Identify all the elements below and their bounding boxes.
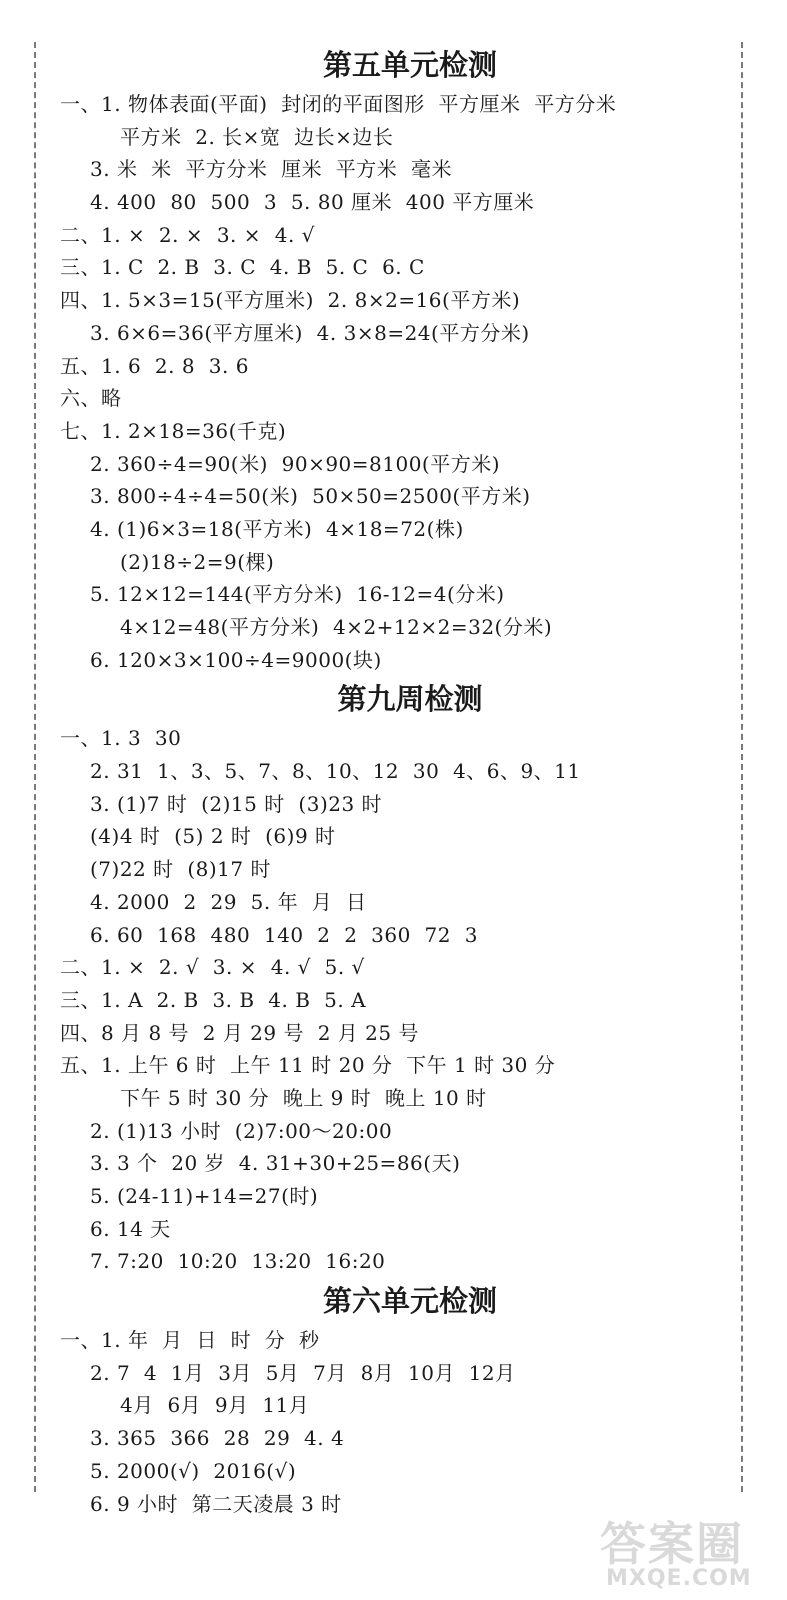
answer-line: 二、1. × 2. × 3. × 4. √	[60, 222, 315, 247]
section-title-unit6: 第六单元检测	[322, 1284, 497, 1319]
answer-line: 5. (24-11)+14=27(时)	[90, 1184, 319, 1208]
answer-line: 一、1. 3 30	[60, 726, 182, 751]
answer-line: 5. 2000(√) 2016(√)	[90, 1458, 297, 1483]
answer-line: (4)4 时 (5) 2 时 (6)9 时	[90, 824, 336, 849]
answer-line: 7. 7:20 10:20 13:20 16:20	[90, 1249, 386, 1274]
answer-line: 3. 米 米 平方分米 厘米 平方米 毫米	[90, 157, 453, 182]
answer-line: 3. (1)7 时 (2)15 时 (3)23 时	[90, 791, 383, 816]
answer-line: 3. 3 个 20 岁 4. 31+30+25=86(天)	[90, 1151, 461, 1176]
answer-line: 6. 14 天	[90, 1216, 171, 1241]
watermark-url: MXQE.COM	[606, 1566, 752, 1591]
answer-line: (7)22 时 (8)17 时	[90, 857, 271, 882]
answer-line: (2)18÷2=9(棵)	[120, 549, 275, 574]
answer-line: 4. 2000 2 29 5. 年 月 日	[90, 889, 367, 914]
answer-line: 2. 31 1、3、5、7、8、10、12 30 4、6、9、11	[90, 759, 581, 784]
answer-line: 四、1. 5×3=15(平方厘米) 2. 8×2=16(平方米)	[60, 288, 521, 313]
answer-line: 6. 60 168 480 140 2 2 360 72 3	[90, 922, 478, 947]
answer-line: 四、8 月 8 号 2 月 29 号 2 月 25 号	[60, 1020, 419, 1045]
answer-line: 下午 5 时 30 分 晚上 9 时 晚上 10 时	[120, 1085, 487, 1110]
answer-sheet	[60, 42, 740, 1520]
answer-line: 3. 800÷4÷4=50(米) 50×50=2500(平方米)	[90, 484, 531, 509]
answer-line: 二、1. × 2. √ 3. × 4. √ 5. √	[60, 955, 365, 980]
answer-line: 6. 120×3×100÷4=9000(块)	[90, 647, 382, 672]
answer-line: 3. 6×6=36(平方厘米) 4. 3×8=24(平方分米)	[90, 320, 530, 345]
section-title-week9: 第九周检测	[337, 682, 483, 717]
answer-line: 3. 365 366 28 29 4. 4	[90, 1426, 345, 1451]
answer-line: 4. (1)6×3=18(平方米) 4×18=72(株)	[90, 516, 464, 541]
answer-line: 六、略	[60, 386, 122, 411]
answer-line: 五、1. 上午 6 时 上午 11 时 20 分 下午 1 时 30 分	[60, 1053, 556, 1078]
answer-line: 三、1. A 2. B 3. B 4. B 5. A	[60, 987, 367, 1012]
answer-line: 6. 9 小时 第二天凌晨 3 时	[90, 1491, 342, 1516]
answer-line: 三、1. C 2. B 3. C 4. B 5. C 6. C	[60, 255, 425, 280]
answer-line: 五、1. 6 2. 8 3. 6	[60, 353, 249, 378]
answer-line: 4月 6月 9月 11月	[120, 1393, 310, 1418]
section-title-unit5: 第五单元检测	[322, 48, 497, 82]
site-watermark	[600, 1508, 780, 1594]
answer-line: 2. 7 4 1月 3月 5月 7月 8月 10月 12月	[90, 1360, 516, 1385]
answer-line: 2. 360÷4=90(米) 90×90=8100(平方米)	[90, 451, 501, 476]
answer-line: 一、1. 年 月 日 时 分 秒	[60, 1328, 320, 1353]
answer-line: 2. (1)13 小时 (2)7:00～20:00	[90, 1118, 393, 1143]
left-dashed-border	[34, 42, 36, 1492]
answer-line: 5. 12×12=144(平方分米) 16-12=4(分米)	[90, 582, 505, 607]
answer-line: 4×12=48(平方分米) 4×2+12×2=32(分米)	[120, 615, 553, 639]
answer-line: 一、1. 物体表面(平面) 封闭的平面图形 平方厘米 平方分米	[60, 92, 617, 116]
answer-line: 七、1. 2×18=36(千克)	[60, 418, 287, 443]
answer-line: 4. 400 80 500 3 5. 80 厘米 400 平方厘米	[90, 190, 535, 215]
watermark-logo-text: 答案圈	[600, 1517, 744, 1571]
answer-line: 平方米 2. 长×宽 边长×边长	[120, 124, 394, 149]
right-dashed-border	[741, 42, 743, 1492]
